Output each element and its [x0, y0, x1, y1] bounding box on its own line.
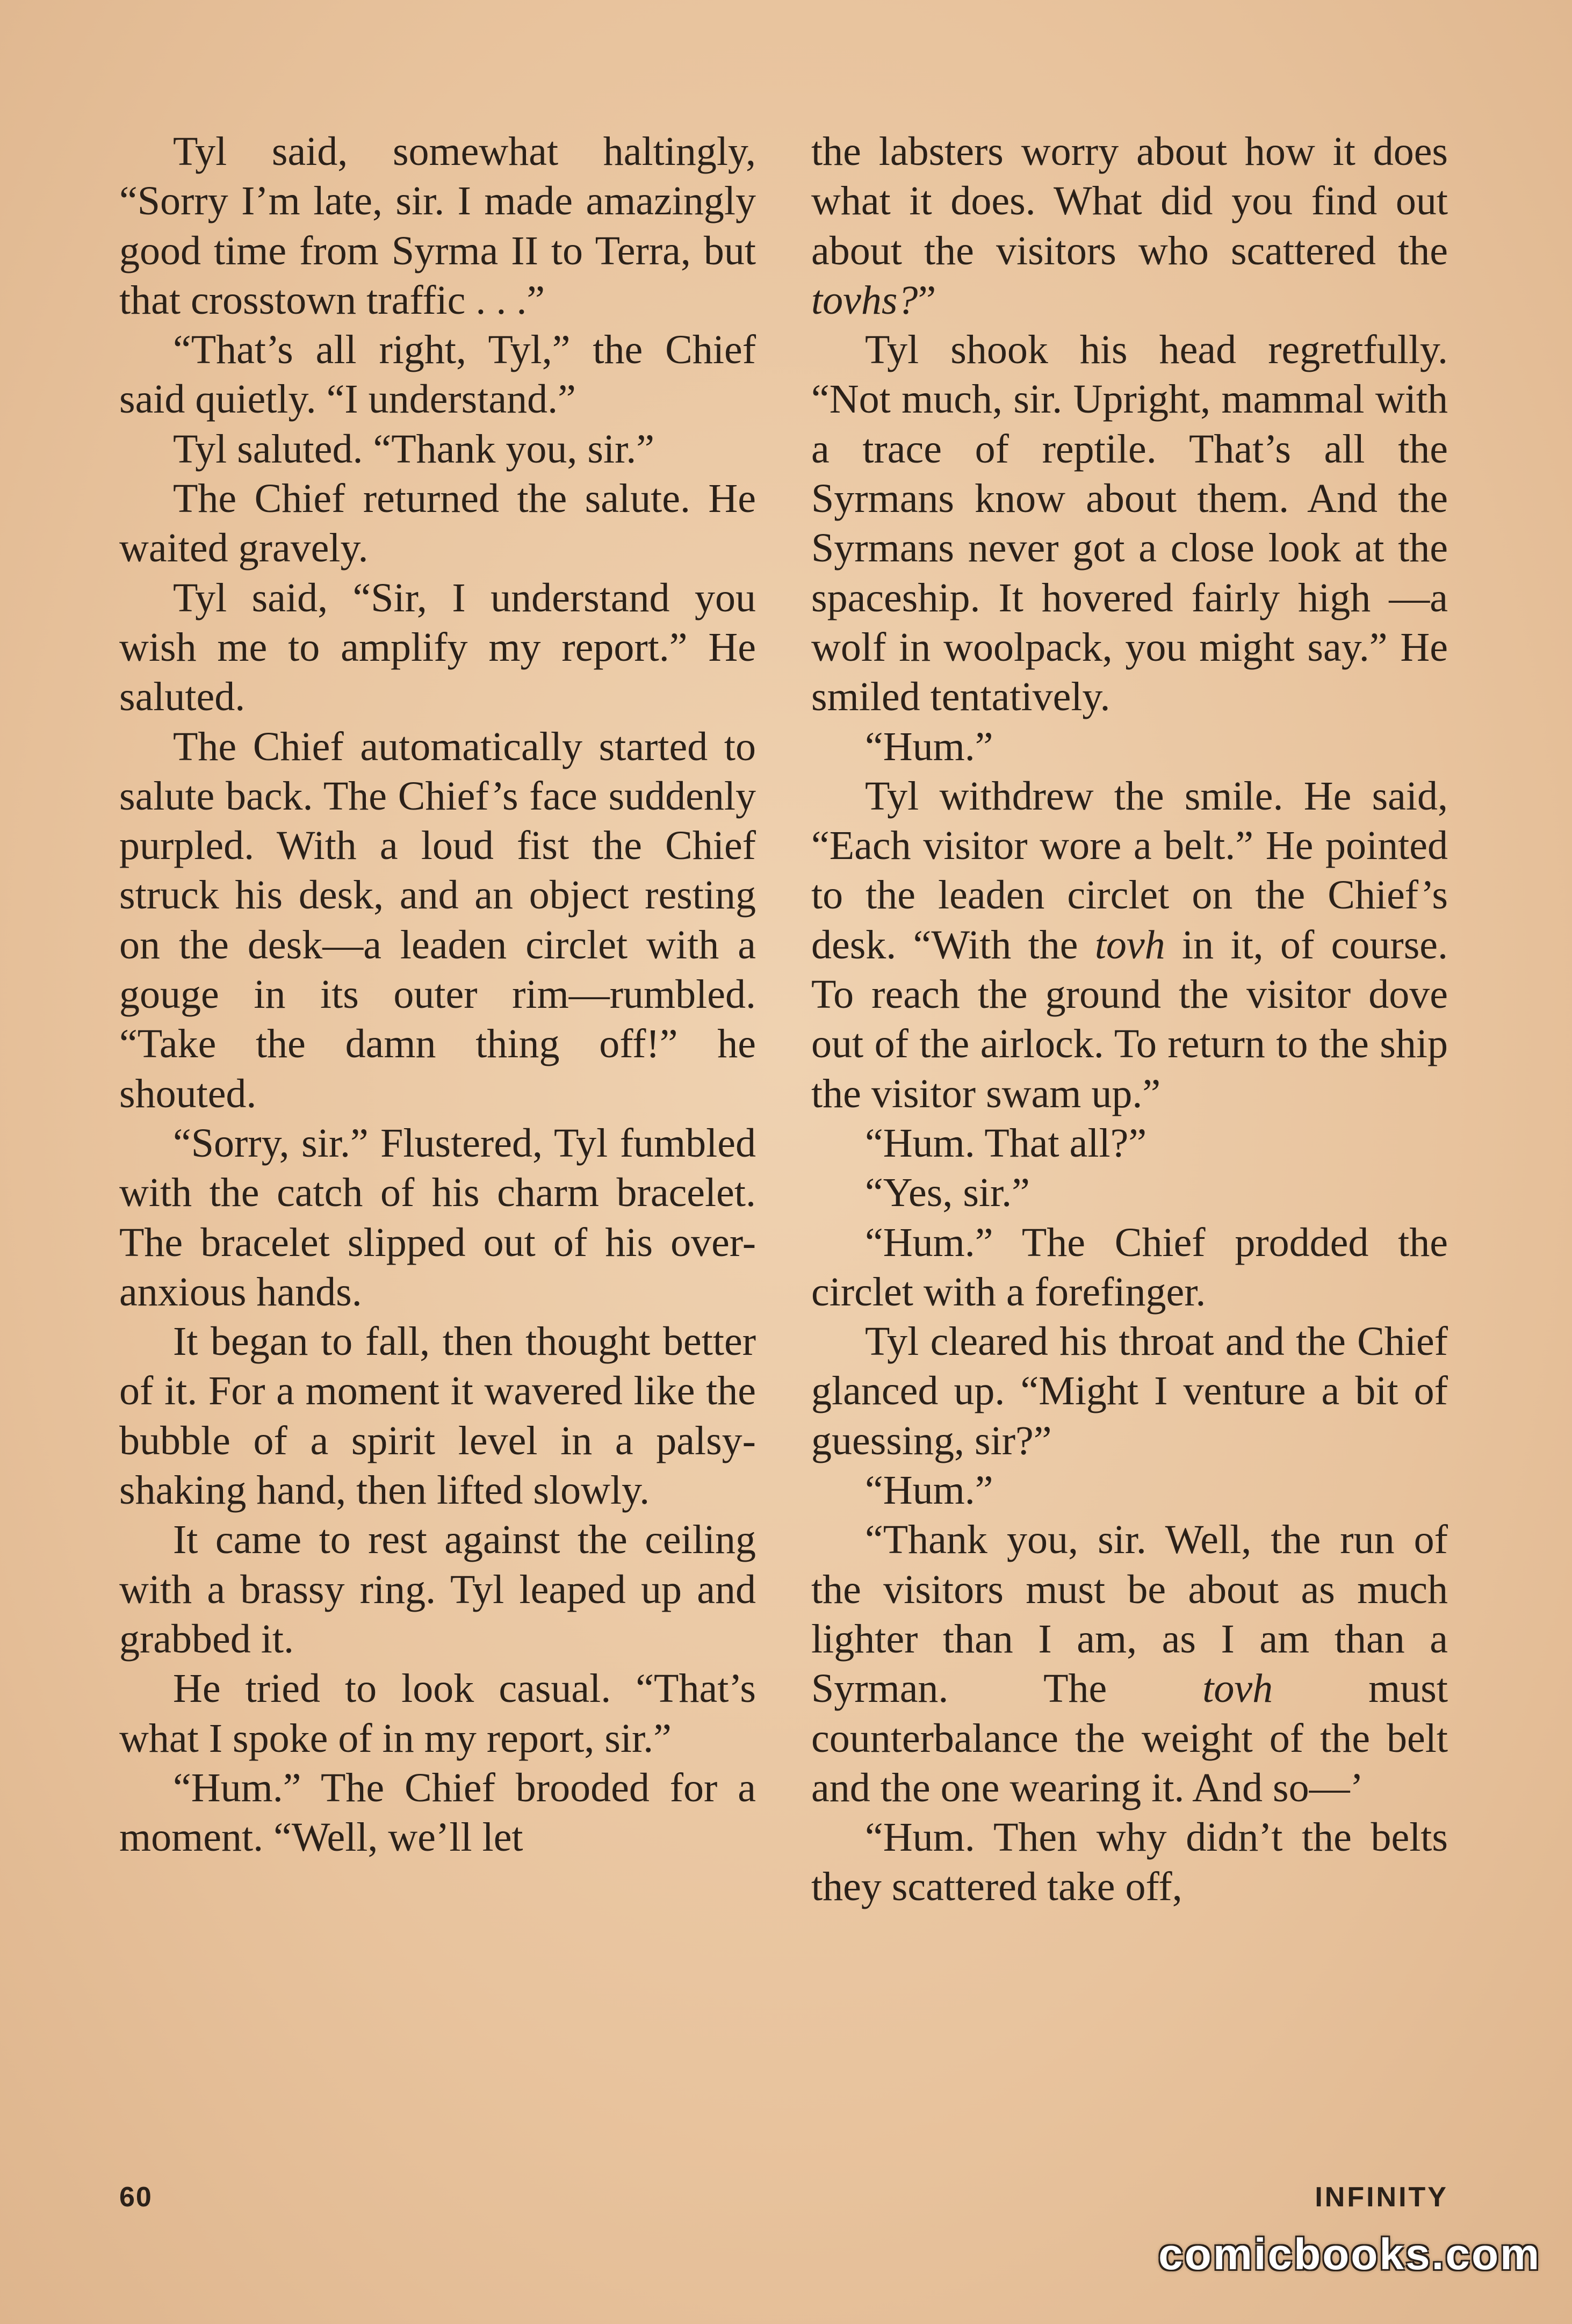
text-column-right — [811, 127, 1448, 1912]
right-column-paragraph: “Hum. Then why didn’t the belts they scattered take off, — [811, 1815, 1448, 1910]
right-column-paragraph: the labsters worry about how it does what it does. What did you find out about the visitors who scattered the tovhs?” — [811, 129, 1448, 323]
left-column-paragraph: “Sorry, sir.” Flustered, Tyl fumbled with the catch of his charm bracelet. The bracelet slipped out of his over-anxious hands. — [119, 1120, 756, 1315]
watermark: comicbooks.com — [1158, 2230, 1541, 2279]
right-column-paragraph: “Yes, sir.” — [865, 1170, 1030, 1216]
left-column-paragraph: He tried to look casual. “That’s what I spoke of in my report, sir.” — [119, 1666, 756, 1761]
left-column-paragraph: “That’s all right, Tyl,” the Chief said quietly. “I understand.” — [119, 327, 756, 422]
left-column-paragraph: Tyl said, “Sir, I understand you wish me to amplify my report.” He saluted. — [119, 575, 756, 720]
right-column-paragraph: “Hum.” — [865, 1468, 993, 1513]
right-column-paragraph: “Hum. That all?” — [865, 1120, 1147, 1166]
left-column-paragraph: Tyl saluted. “Thank you, sir.” — [173, 426, 654, 472]
right-column-paragraph: Tyl shook his head regretfully. “Not much, sir. Upright, mammal with a trace of reptile. That’s all the Syrmans know about them. And the Syrmans never got a close look at the spaceship. It hovered fairly high —a wolf in woolpack, you might say.” He smiled tentatively. — [811, 327, 1448, 720]
right-column-paragraph: “Thank you, sir. Well, the run of the visitors must be about as much lighter than I am, as I am than a Syrman. The tovh must counterbalance the weight of the belt and the one wearing it. And so—’ — [811, 1517, 1448, 1810]
left-column-paragraph: The Chief returned the salute. He waited gravely. — [119, 476, 756, 571]
magazine-name: INFINITY — [1315, 2182, 1448, 2213]
right-column-paragraph: “Hum.” The Chief prodded the circlet with a forefinger. — [811, 1219, 1448, 1315]
left-column-paragraph: The Chief automatically started to salute back. The Chief’s face suddenly purpled. With a loud fist the Chief struck his desk, and an object resting on the desk—a leaden circlet with a gouge in its outer rim—rumbled. “Take the damn thing off!” he shouted. — [119, 724, 756, 1116]
left-column-paragraph: It began to fall, then thought better of it. For a moment it wavered like the bubble of a spirit level in a palsy-shaking hand, then lifted slowly. — [119, 1319, 756, 1513]
text-column-left — [119, 127, 756, 1862]
right-column-paragraph: Tyl withdrew the smile. He said, “Each visitor wore a belt.” He pointed to the leaden circlet on the Chief’s desk. “With the tovh in it, of course. To reach the ground the visitor dove out of the airlock. To return to the ship the visitor swam up.” — [811, 773, 1448, 1116]
page-number: 60 — [119, 2182, 153, 2213]
right-column-paragraph: Tyl cleared his throat and the Chief glanced up. “Might I venture a bit of guessing, sir?” — [811, 1319, 1448, 1463]
right-column-paragraph: “Hum.” — [865, 724, 993, 769]
left-column-paragraph: Tyl said, somewhat haltingly, “Sorry I’m late, sir. I made amazingly good time from Syrma II to Terra, but that crosstown traffic . . .” — [119, 129, 756, 323]
left-column-paragraph: “Hum.” The Chief brooded for a moment. “Well, we’ll let — [119, 1765, 756, 1860]
left-column-paragraph: It came to rest against the ceiling with a brassy ring. Tyl leaped up and grabbed it. — [119, 1517, 756, 1662]
